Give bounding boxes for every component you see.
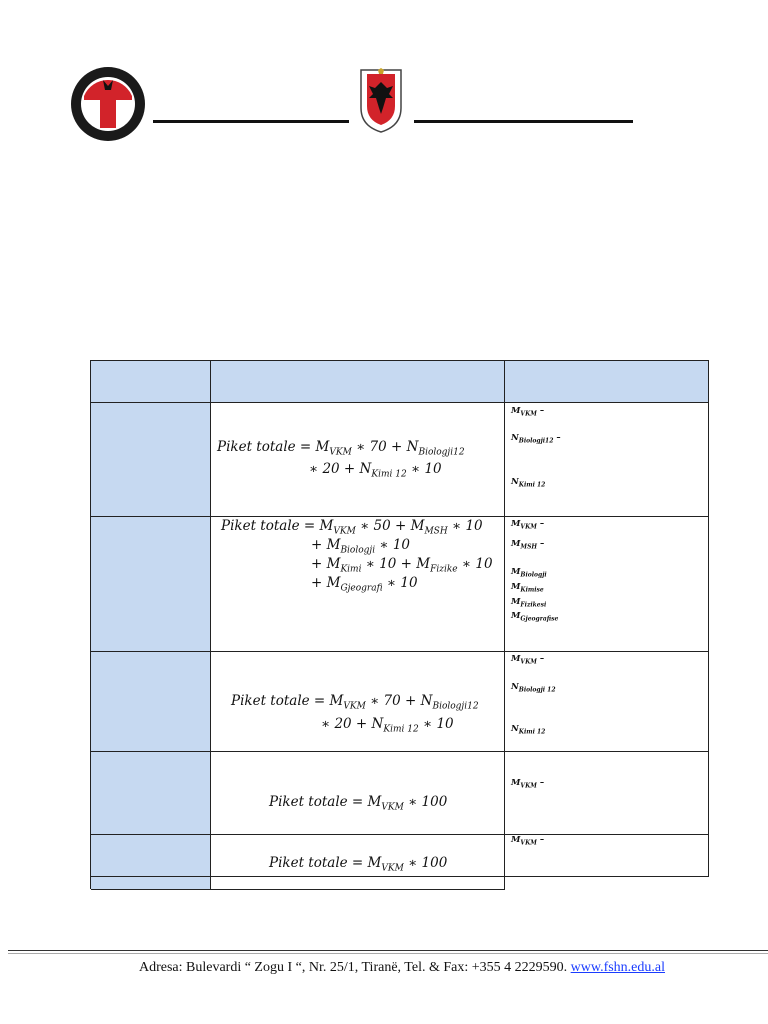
footer-rule <box>8 950 768 951</box>
legend-item: $M_{Kimise}$ <box>511 582 544 594</box>
legend-item: $M_{Fizikesi}$ <box>511 597 547 609</box>
formula-line: + $M_{Kimi}$ ∗ $10 + M_{Fizike}$ ∗ 10 <box>311 556 493 575</box>
formula-line: + $M_{Biologji}$ ∗ 10 <box>311 537 411 556</box>
formula-line: Piket totale = $M_{VKM}$ ∗ 100 <box>269 794 448 813</box>
row-1-formula <box>211 403 505 517</box>
formula-line: Piket totale = $M_{VKM}$ ∗ $70 + N_{Biologji12}$ <box>231 693 479 712</box>
row-4-legend <box>505 752 709 835</box>
row-1-label <box>91 403 211 517</box>
row-2-legend <box>505 517 709 652</box>
legend-item: $N_{Biologji12}$ – <box>511 433 561 445</box>
row-6-formula <box>211 877 505 890</box>
row-1-legend <box>505 403 709 517</box>
formula-line: ∗ $20 + N_{Kimi 12}$ ∗ 10 <box>321 716 454 735</box>
row-2-formula <box>211 517 505 652</box>
legend-item: $N_{Biologji 12}$ <box>511 682 556 694</box>
footer-rule-shadow <box>8 953 768 954</box>
legend-item: $M_{Biologji}$ <box>511 567 547 579</box>
legend-item: $M_{VKM}$ – <box>511 654 545 666</box>
row-4-formula <box>211 752 505 835</box>
footer-website-link[interactable]: www.fshn.edu.al <box>570 960 665 975</box>
header-rule-right <box>414 120 633 123</box>
formula-line: Piket totale = $M_{VKM}$ ∗ $70 + N_{Biologji12}$ <box>217 439 465 458</box>
legend-item: $M_{VKM}$ – <box>511 835 545 847</box>
footer-address: Adresa: Bulevardi “ Zogu I “, Nr. 25/1, Tiranë, Tel. & Fax: +355 4 2229590. <box>138 960 568 975</box>
scoring-table <box>90 360 709 889</box>
legend-item: $M_{Gjeografise}$ <box>511 611 559 623</box>
legend-item: $M_{VKM}$ – <box>511 778 545 790</box>
header-cell-3 <box>505 361 709 403</box>
formula-line: ∗ $20 + N_{Kimi 12}$ ∗ 10 <box>309 461 442 480</box>
header-rule-left <box>153 120 349 123</box>
header-cell-2 <box>211 361 505 403</box>
row-5-label <box>91 835 211 877</box>
formula-line: + $M_{Gjeografi}$ ∗ 10 <box>311 575 418 594</box>
legend-item: $M_{VKM}$ – <box>511 519 545 531</box>
row-3-formula <box>211 652 505 752</box>
footer <box>0 960 768 976</box>
legend-item: $N_{Kimi 12}$ <box>511 724 546 736</box>
formula-line: Piket totale = $M_{VKM}$ ∗ 100 <box>269 855 448 874</box>
row-3-label <box>91 652 211 752</box>
legend-item: $N_{Kimi 12}$ <box>511 477 546 489</box>
row-5-formula <box>211 835 505 877</box>
row-6-label <box>91 877 211 890</box>
legend-item: $M_{VKM}$ – <box>511 406 545 418</box>
header-cell-1 <box>91 361 211 403</box>
university-logo <box>70 66 146 142</box>
row-2-label <box>91 517 211 652</box>
row-3-legend <box>505 652 709 752</box>
formula-line: Piket totale = $M_{VKM}$ ∗ $50 + M_{MSH}$ ∗ 10 <box>221 518 483 537</box>
row-4-label <box>91 752 211 835</box>
legend-item: $M_{MSH}$ – <box>511 539 545 551</box>
albanian-emblem-icon <box>359 68 403 134</box>
row-5-legend <box>505 835 709 877</box>
